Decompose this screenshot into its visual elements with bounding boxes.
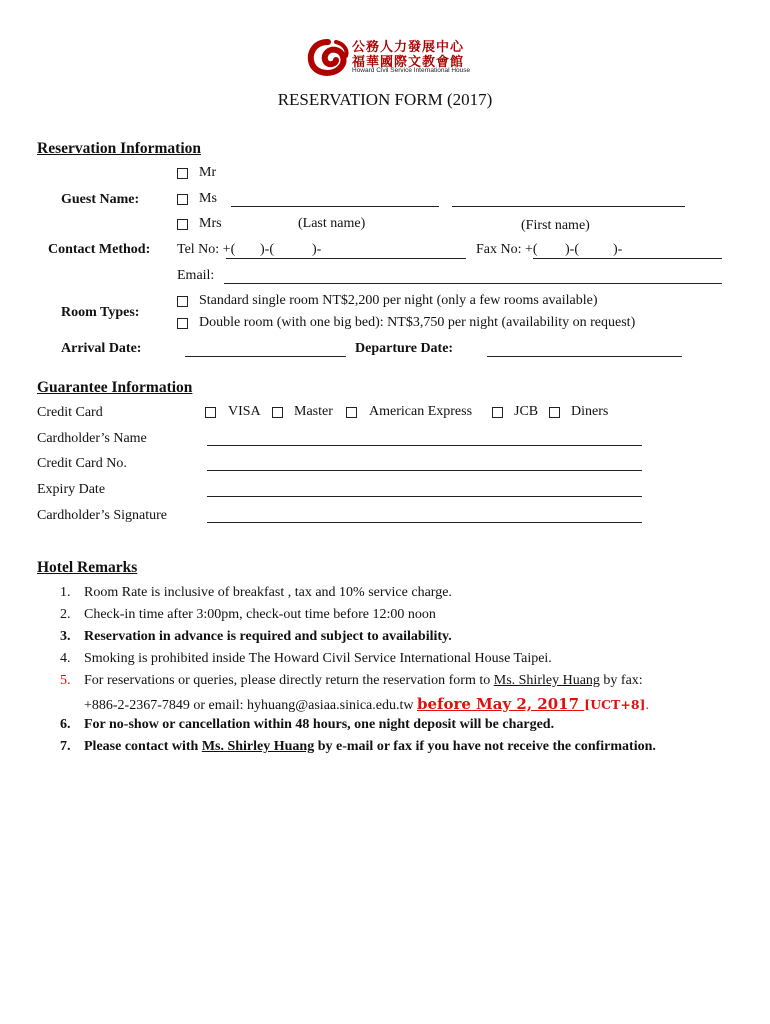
remark-5-line-2 bbox=[84, 695, 649, 714]
remark-1: Room Rate is inclusive of breakfast , tax and 10% service charge. bbox=[84, 585, 452, 600]
title-mrs-label: Mrs bbox=[199, 216, 222, 231]
title-mrs-checkbox[interactable] bbox=[177, 219, 188, 230]
logo-line-3: Howard Civil Service International House bbox=[352, 67, 471, 74]
remark-7-text-end: by e-mail or fax if you have not receive the confirmation. bbox=[314, 739, 656, 754]
logo-line-2: 福華國際文教會館 bbox=[352, 54, 465, 69]
fax-field[interactable] bbox=[533, 258, 722, 259]
credit-card-label: Credit Card bbox=[37, 405, 103, 420]
remark-number: 7. bbox=[60, 739, 71, 754]
fax-sep-2: )- bbox=[613, 242, 623, 257]
timezone-text: [UCT+8] bbox=[584, 697, 646, 712]
card-jcb-checkbox[interactable] bbox=[492, 407, 503, 418]
remark-5-fax-text: by fax: bbox=[599, 673, 643, 688]
card-visa-checkbox[interactable] bbox=[205, 407, 216, 418]
contact-person-name: Ms. Shirley Huang bbox=[201, 739, 315, 754]
email-field[interactable] bbox=[224, 283, 722, 284]
logo-line-1: 公務人力發展中心 bbox=[352, 39, 465, 54]
card-amex-checkbox[interactable] bbox=[346, 407, 357, 418]
card-visa-label: VISA bbox=[228, 404, 261, 419]
arrival-date-label: Arrival Date: bbox=[61, 341, 142, 356]
remark-6: For no-show or cancellation within 48 hours, one night deposit will be charged. bbox=[84, 717, 555, 732]
remark-5-text: For reservations or queries, please directly return the reservation form to bbox=[84, 673, 494, 688]
remark-4: Smoking is prohibited inside The Howard Civil Service International House Taipei. bbox=[84, 651, 552, 666]
contact-method-label: Contact Method: bbox=[48, 242, 151, 257]
card-master-checkbox[interactable] bbox=[272, 407, 283, 418]
room-types-label: Room Types: bbox=[61, 305, 140, 320]
form-title: RESERVATION FORM (2017) bbox=[277, 90, 493, 109]
title-mr-label: Mr bbox=[199, 165, 217, 180]
title-mr-checkbox[interactable] bbox=[177, 168, 188, 179]
tel-field[interactable] bbox=[226, 258, 466, 259]
expiry-date-field[interactable] bbox=[207, 496, 642, 497]
remark-number: 6. bbox=[60, 717, 71, 732]
signature-label: Cardholder’s Signature bbox=[37, 508, 167, 523]
first-name-field[interactable] bbox=[452, 206, 685, 207]
remark-3: Reservation in advance is required and subject to availability. bbox=[84, 629, 452, 644]
first-name-caption: (First name) bbox=[521, 218, 590, 233]
tel-sep-1: )-( bbox=[260, 242, 274, 257]
tel-sep-2: )- bbox=[312, 242, 322, 257]
card-diners-label: Diners bbox=[571, 404, 609, 419]
title-ms-checkbox[interactable] bbox=[177, 194, 188, 205]
card-master-label: Master bbox=[294, 404, 333, 419]
expiry-date-label: Expiry Date bbox=[37, 482, 106, 497]
last-name-caption: (Last name) bbox=[298, 216, 366, 231]
room-double-label: Double room (with one big bed): NT$3,750 per night (availability on request) bbox=[199, 315, 636, 330]
hotel-logo bbox=[306, 36, 471, 78]
guarantee-heading: Guarantee Information bbox=[37, 379, 193, 396]
signature-field[interactable] bbox=[207, 522, 642, 523]
remark-number: 3. bbox=[60, 629, 71, 644]
tel-label: Tel No: +( bbox=[177, 242, 236, 257]
room-single-label: Standard single room NT$2,200 per night (only a few rooms available) bbox=[199, 293, 598, 308]
remark-number: 4. bbox=[60, 651, 71, 666]
fax-label: Fax No: +( bbox=[476, 242, 538, 257]
card-jcb-label: JCB bbox=[514, 404, 539, 419]
remark-5-contact: +886-2-2367-7849 or email: hyhuang@asiaa.sinica.edu.tw bbox=[84, 698, 417, 713]
remark-number: 5. bbox=[60, 673, 71, 688]
room-single-checkbox[interactable] bbox=[177, 296, 188, 307]
remark-number: 1. bbox=[60, 585, 71, 600]
logo-swirl-icon bbox=[306, 38, 350, 78]
remark-5-line-1 bbox=[84, 673, 643, 689]
last-name-field[interactable] bbox=[231, 206, 439, 207]
arrival-date-field[interactable] bbox=[185, 356, 346, 357]
remark-7 bbox=[84, 739, 656, 755]
fax-sep-1: )-( bbox=[565, 242, 579, 257]
departure-date-label: Departure Date: bbox=[355, 341, 454, 356]
email-label: Email: bbox=[177, 268, 215, 283]
contact-person-name: Ms. Shirley Huang bbox=[493, 673, 600, 688]
title-ms-label: Ms bbox=[199, 191, 217, 206]
card-number-field[interactable] bbox=[207, 470, 642, 471]
cardholder-name-field[interactable] bbox=[207, 445, 642, 446]
card-diners-checkbox[interactable] bbox=[549, 407, 560, 418]
deadline-text: before May 2, 2017 bbox=[417, 695, 585, 713]
departure-date-field[interactable] bbox=[487, 356, 682, 357]
remark-5-period: . bbox=[645, 698, 649, 713]
cardholder-name-label: Cardholder’s Name bbox=[37, 431, 147, 446]
remark-2: Check-in time after 3:00pm, check-out time before 12:00 noon bbox=[84, 607, 436, 622]
guest-name-label: Guest Name: bbox=[61, 192, 140, 207]
card-amex-label: American Express bbox=[369, 404, 473, 419]
remarks-heading: Hotel Remarks bbox=[37, 559, 138, 576]
remark-number: 2. bbox=[60, 607, 71, 622]
card-number-label: Credit Card No. bbox=[37, 456, 127, 471]
reservation-heading: Reservation Information bbox=[37, 140, 202, 157]
room-double-checkbox[interactable] bbox=[177, 318, 188, 329]
remark-7-text: Please contact with bbox=[84, 739, 202, 754]
